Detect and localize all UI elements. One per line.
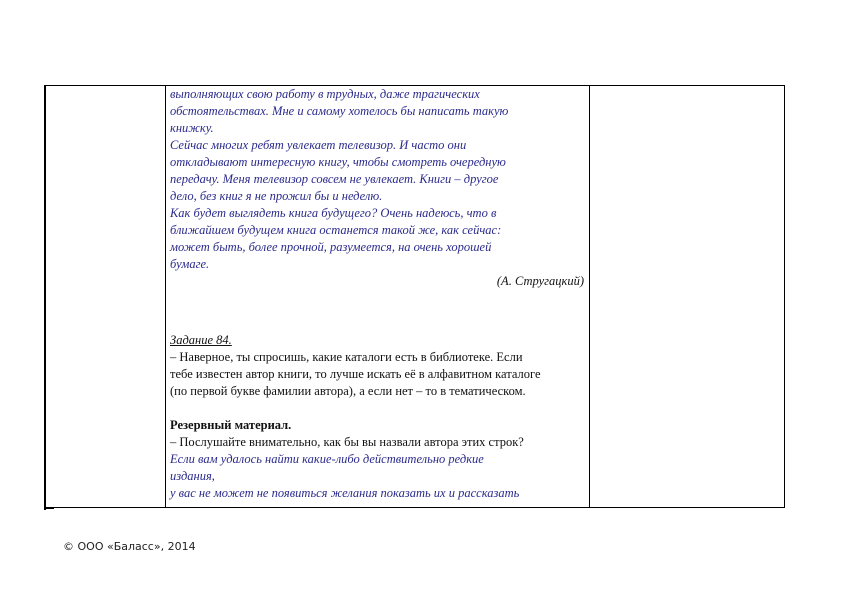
task-line: – Наверное, ты спросишь, какие каталоги есть в библиотеке. Если: [170, 350, 523, 364]
quote-line: обстоятельствах. Мне и самому хотелось бы написать такую: [170, 104, 509, 118]
quote-line: выполняющих свою работу в трудных, даже трагических: [170, 87, 480, 101]
quote-line: Как будет выглядеть книга будущего? Очень надеюсь, что в: [170, 206, 497, 220]
quote-line: ближайшем будущем книга останется такой же, как сейчас:: [170, 223, 502, 237]
task-line: тебе известен автор книги, то лучше искать её в алфавитном каталоге: [170, 367, 541, 381]
quote-line: книжку.: [170, 121, 214, 135]
task-line: (по первой букве фамилии автора), а если нет – то в тематическом.: [170, 384, 526, 398]
content-cell: [170, 86, 584, 502]
quote-author: (А. Стругацкий): [496, 274, 584, 288]
quote-line: передачу. Меня телевизор совсем не увлекает. Книги – другое: [170, 172, 499, 186]
quote-line: Сейчас многих ребят увлекает телевизор. И часто они: [170, 138, 467, 152]
reserve-question: – Послушайте внимательно, как бы вы назвали автора этих строк?: [170, 435, 524, 449]
copyright-footer: © ООО «Баласс», 2014: [63, 540, 196, 553]
reserve-title: Резервный материал.: [170, 418, 292, 432]
column-divider-2: [589, 86, 590, 507]
quote-line: дело, без книг я не прожил бы и неделю.: [170, 189, 383, 203]
quote-line: бумаге.: [170, 257, 210, 271]
reserve-quote-line: издания,: [170, 469, 215, 483]
reserve-quote-line: у вас не может не появиться желания показать их и рассказать: [170, 486, 520, 500]
quote-line: может быть, более прочной, разумеется, на очень хорошей: [170, 240, 492, 254]
reserve-quote-line: Если вам удалось найти какие-либо действительно редкие: [170, 452, 484, 466]
table-corner-mark: [44, 507, 54, 509]
task-title: Задание 84.: [170, 333, 232, 347]
quote-line: откладывают интересную книгу, чтобы смотреть очередную: [170, 155, 506, 169]
table-left-border: [44, 85, 46, 510]
column-divider-1: [165, 86, 166, 507]
